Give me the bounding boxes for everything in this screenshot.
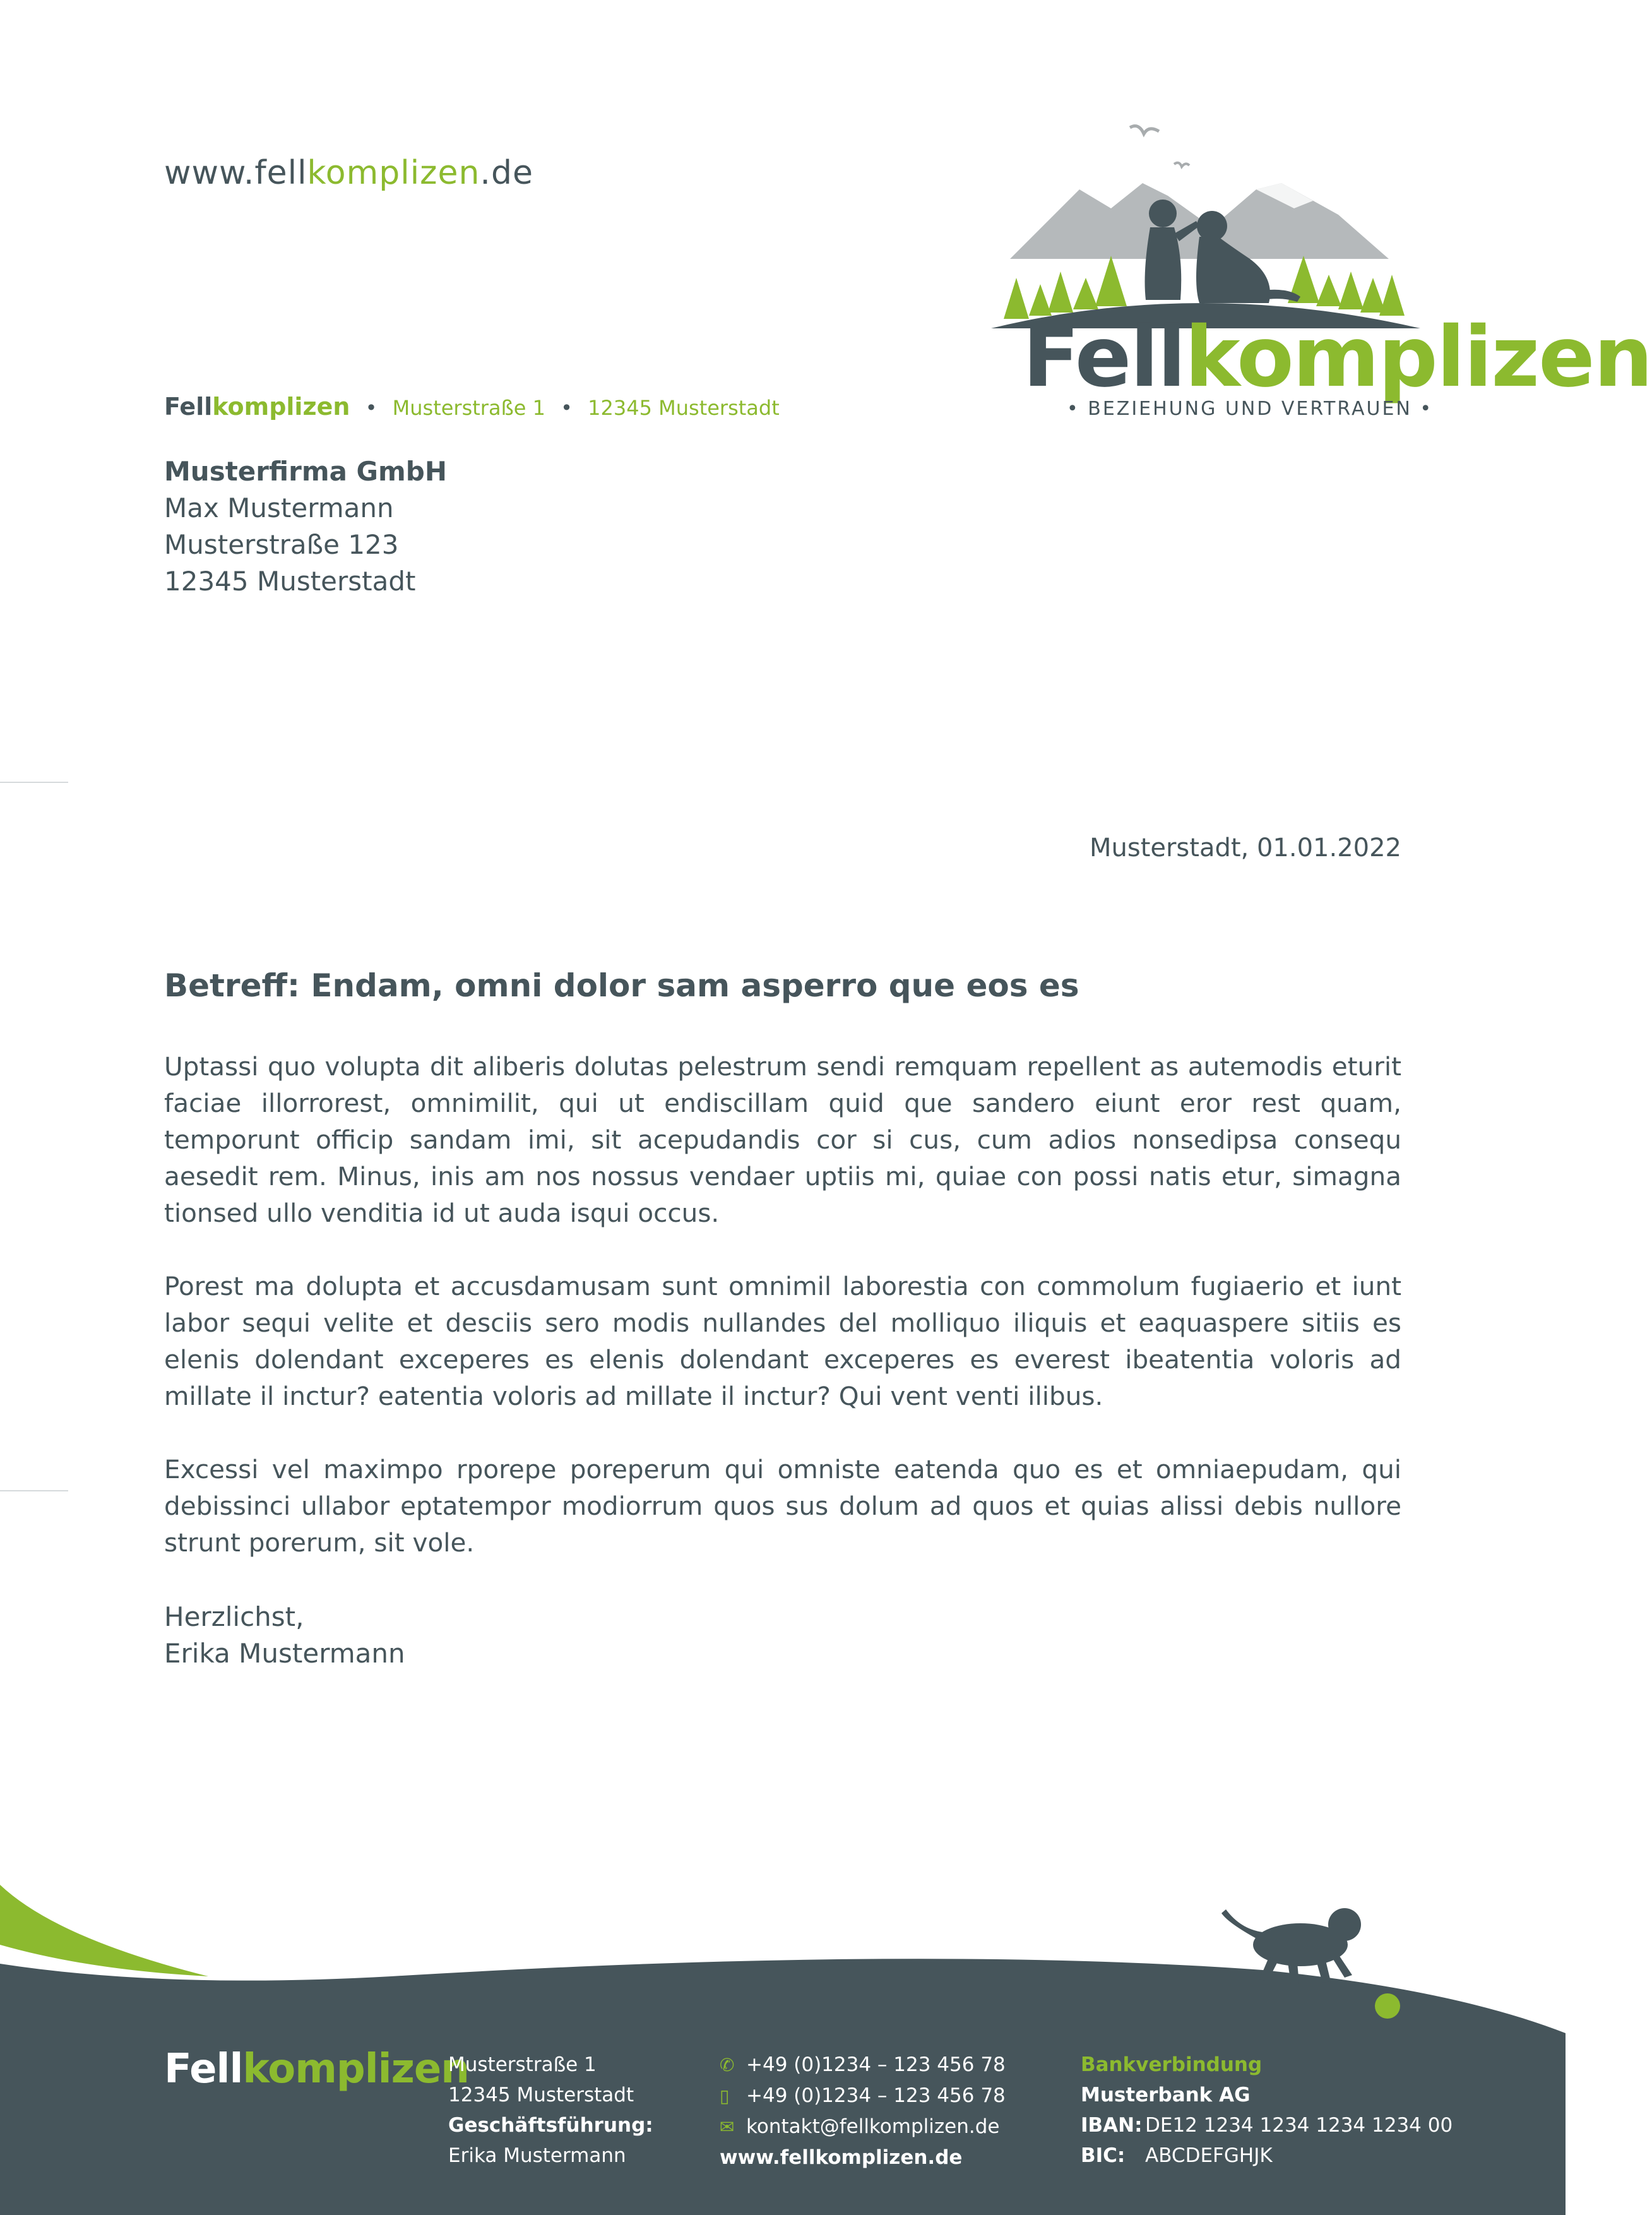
recipient-street: Musterstraße 123	[164, 529, 399, 560]
sender-city: 12345 Musterstadt	[588, 396, 780, 420]
footer-city: 12345 Musterstadt	[448, 2084, 634, 2106]
footer-email[interactable]: ✉ kontakt@fellkomplizen.de	[720, 2111, 1006, 2142]
brand-logo	[985, 120, 1652, 423]
body-paragraph: Porest ma dolupta et accusdamusam sunt omnimil laborestia con commolum fugiaerio et iunt labor sequi velite et desciis sero modis nullandes del molliquo iliquis et eaquaspere sitiis es elenis dolendant exceperes es elenis dolendant exceperes es everest ibeatentia voloris ad millate il inctur? eatentia voloris ad millate il inctur? Qui vent venti ilibus.	[164, 1271, 1401, 1411]
logo-wordmark: Fellkomplizen	[1023, 309, 1652, 406]
green-dot	[1375, 1993, 1400, 2019]
letter-date: Musterstadt, 01.01.2022	[1089, 833, 1401, 863]
letter-body	[164, 1048, 1401, 1597]
sender-street: Musterstraße 1	[392, 396, 545, 420]
footer-website[interactable]: www.fellkomplizen.de	[720, 2146, 963, 2169]
bird-icon	[1174, 163, 1189, 167]
footer-phone[interactable]: ✆ +49 (0)1234 – 123 456 78	[720, 2050, 1006, 2081]
body-paragraph: Excessi vel maximpo rporepe poreperum qui omniste eatenda quo es et omniaepudam, qui debissinci ullabor eptatempor modiorrum quos sus dolum ad quos et quias alissi debis nullore strunt porerum, sit vole.	[164, 1454, 1401, 1558]
bank-heading: Bankverbindung	[1081, 2053, 1263, 2076]
body-paragraph: Uptassi quo volupta dit aliberis dolutas pelestrum sendi remquam repellent as autemodis eturit faciae illorrorest, omnimilit, qui ut endiscillam quid que sandero eiunt eror rest quam, temporunt officip sandam imi, sit acepudandis cor si cus, cum adios nonsedipsa consequ aesedit rem. Minus, inis am nos nossus vendaer uptiis mi, quiae con possi natis etur, simagna tionsed ullo venditia id ut auda isqui occus.	[164, 1051, 1401, 1228]
green-swoosh	[0, 1885, 208, 1976]
signature: Erika Mustermann	[164, 1638, 405, 1669]
recipient-company: Musterfirma GmbH	[164, 456, 447, 487]
footer-management-name: Erika Mustermann	[448, 2144, 626, 2167]
bank-bic: BIC: ABCDEFGHJK	[1081, 2144, 1273, 2167]
bank-name: Musterbank AG	[1081, 2084, 1251, 2106]
sender-brand: Fellkomplizen	[164, 393, 350, 421]
bank-iban: IBAN: DE12 1234 1234 1234 1234 00	[1081, 2114, 1453, 2137]
recipient-address	[164, 453, 447, 600]
bird-icon	[1130, 126, 1159, 134]
logo-tagline: • BEZIEHUNG UND VERTRAUEN •	[1067, 398, 1434, 420]
recipient-name: Max Mustermann	[164, 493, 394, 523]
footer-address	[448, 2050, 653, 2171]
footer-management-label: Geschäftsführung:	[448, 2114, 653, 2137]
footer-street: Musterstraße 1	[448, 2053, 597, 2076]
letter-closing	[164, 1599, 405, 1672]
mail-icon: ✉	[720, 2116, 735, 2137]
recipient-city: 12345 Musterstadt	[164, 566, 416, 597]
sender-line: Fellkomplizen • Musterstraße 1 • 12345 Musterstadt	[164, 393, 780, 421]
logo-mountain-illustration	[985, 120, 1427, 316]
letter-subject: Betreff: Endam, omni dolor sam asperro que eos es	[164, 967, 1079, 1004]
fold-mark-top	[0, 782, 68, 783]
phone-icon: ✆	[720, 2055, 735, 2075]
mobile-icon: ▯	[720, 2086, 730, 2106]
footer-mobile[interactable]: ▯ +49 (0)1234 – 123 456 78	[720, 2081, 1006, 2111]
fold-mark-bottom	[0, 1490, 68, 1491]
footer-bank	[1081, 2050, 1453, 2171]
footer-contact	[720, 2050, 1006, 2173]
header-website[interactable]: www.fellkomplizen.de	[164, 154, 533, 192]
footer-logo: Fellkomplizen	[164, 2046, 469, 2093]
greeting: Herzlichst,	[164, 1601, 304, 1632]
